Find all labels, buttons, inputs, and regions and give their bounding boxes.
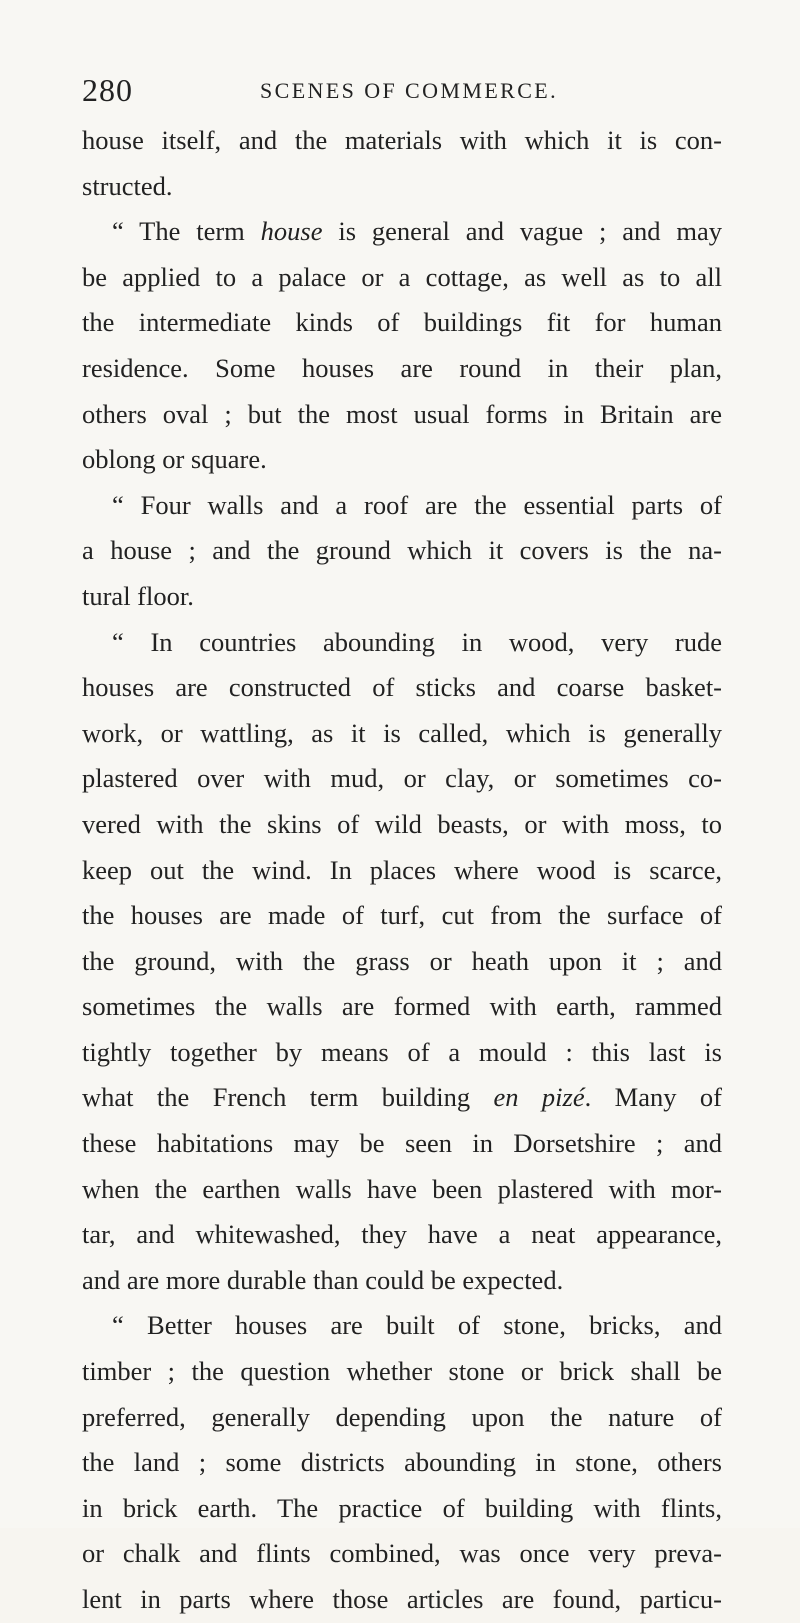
text-line: vered with the skins of wild beasts, or with moss, to	[82, 808, 722, 839]
text-line: oblong or square.	[82, 444, 267, 475]
page-number: 280	[82, 72, 133, 108]
text-line: the houses are made of turf, cut from the surface of	[82, 900, 722, 931]
text-line: “ In countries abounding in wood, very rude	[112, 626, 722, 657]
text-line: or chalk and flints combined, was once very preva-	[82, 1538, 722, 1569]
text-line: structed.	[82, 170, 173, 201]
text-line: plastered over with mud, or clay, or sometimes co-	[82, 763, 722, 794]
text-line: a house ; and the ground which it covers is the na-	[82, 535, 722, 566]
text-line: the land ; some districts abounding in stone, others	[82, 1447, 722, 1478]
italic-phrase: house	[260, 216, 323, 247]
text-line: in brick earth. The practice of building with flints,	[82, 1492, 722, 1523]
running-head: SCENES OF COMMERCE.	[260, 78, 559, 103]
text-line-with-italic: “ The term house is general and vague ; and may	[112, 216, 722, 247]
page-header	[82, 72, 722, 112]
text-line: others oval ; but the most usual forms in Britain are	[82, 398, 722, 429]
text-line: sometimes the walls are formed with earth, rammed	[82, 991, 722, 1022]
text-line: tar, and whitewashed, they have a neat appearance,	[82, 1219, 722, 1250]
text-line: lent in parts where those articles are found, particu-	[82, 1584, 722, 1614]
text-line: houses are constructed of sticks and coarse basket-	[82, 672, 722, 703]
text-line: work, or wattling, as it is called, which is generally	[82, 717, 722, 748]
text-line: preferred, generally depending upon the nature of	[82, 1401, 722, 1432]
text-line: timber ; the question whether stone or brick shall be	[82, 1356, 722, 1387]
body-text	[82, 118, 722, 1623]
italic-phrase: en pizé	[493, 1082, 585, 1113]
text-line: “ Four walls and a roof are the essential parts of	[112, 489, 722, 520]
text-line: and are more durable than could be expected.	[82, 1264, 564, 1295]
text-line: the intermediate kinds of buildings fit for human	[82, 307, 722, 338]
text-line: keep out the wind. In places where wood is scarce,	[82, 854, 722, 885]
text-line: house itself, and the materials with which it is con-	[82, 125, 722, 155]
text-line: these habitations may be seen in Dorsetshire ; and	[82, 1128, 722, 1159]
text-line: tightly together by means of a mould : this last is	[82, 1036, 722, 1067]
text-line: “ Better houses are built of stone, bricks, and	[112, 1310, 722, 1341]
text-line: when the earthen walls have been plastered with mor-	[82, 1173, 722, 1204]
text-line: be applied to a palace or a cottage, as well as to all	[82, 261, 722, 292]
text-line: the ground, with the grass or heath upon it ; and	[82, 945, 722, 976]
text-line: tural floor.	[82, 580, 194, 611]
text-line: residence. Some houses are round in their plan,	[82, 352, 722, 383]
text-line-with-italic: what the French term building en pizé. Many of	[82, 1082, 722, 1113]
